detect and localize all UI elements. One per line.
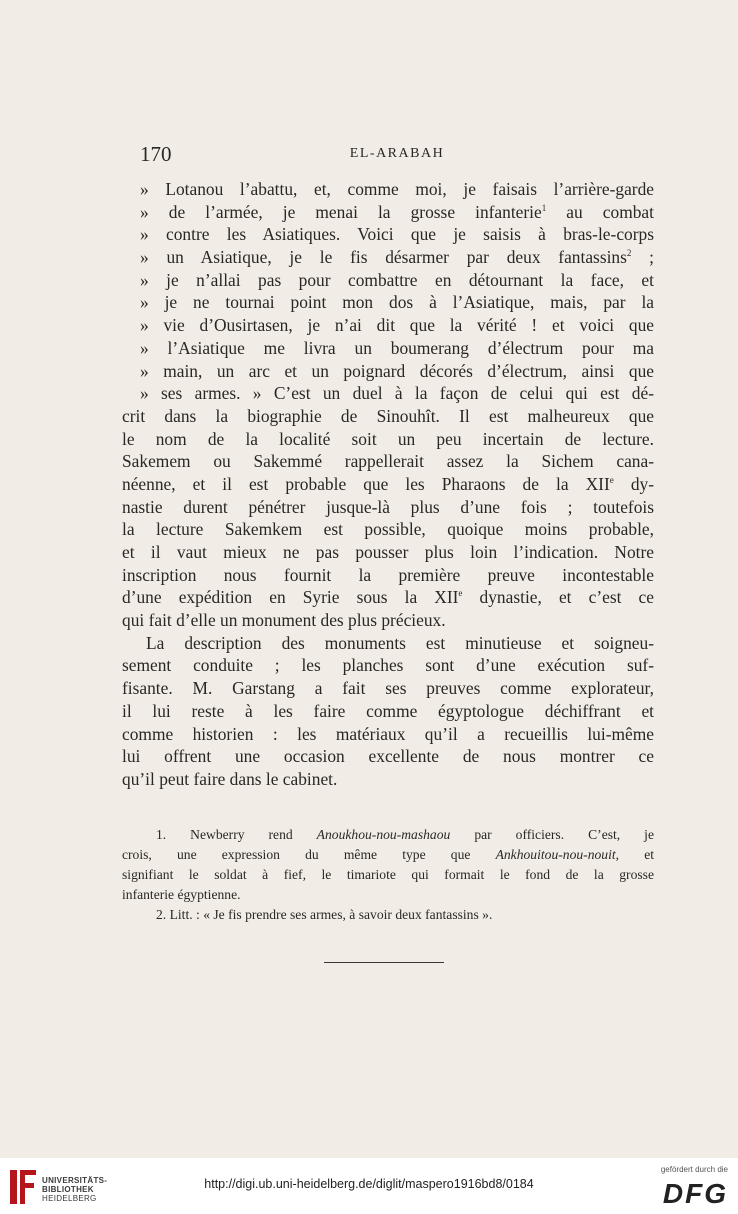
footnote-1-line: infanterie égyptienne.: [122, 887, 241, 902]
text-line: le nom de la localité soit un peu incertain de lecture.: [122, 428, 654, 449]
text-line: crit dans la biographie de Sinouhît. Il est malheureux que: [122, 405, 654, 426]
dfg-logo[interactable]: DFG: [662, 1178, 728, 1209]
text-line: » Lotanou l’abattu, et, comme moi, je faisais l’arrière-garde: [140, 179, 654, 199]
text-line: d’une expédition en Syrie sous la XIIe dynastie, et c’est ce: [122, 587, 654, 608]
footnote-1-line: crois, une expression du même type que Ankhouitou-nou-nouit, et: [122, 847, 654, 862]
text-line: fisante. M. Garstang a fait ses preuves comme explorateur,: [122, 678, 654, 699]
text-line: La description des monuments est minutieuse et soigneu-: [146, 632, 654, 653]
text-line: » je n’allai pas pour combattre en détournant la face, et: [140, 269, 654, 290]
footnote-ref-2[interactable]: 2: [626, 248, 632, 259]
running-head: [140, 142, 654, 168]
end-rule: [324, 962, 444, 963]
text-line: qui fait d’elle un monument des plus précieux.: [122, 610, 446, 631]
text-line: » je ne tournai point mon dos à l’Asiatique, mais, par la: [140, 292, 654, 313]
text-line: nastie durent pénétrer jusque-là plus d’une fois ; toutefois: [122, 496, 654, 517]
text-line: la lecture Sakemkem est possible, quoique moins probable,: [122, 519, 654, 540]
footnote-1-line: signifiant le soldat à fief, le timariote qui formait le fond de la grosse: [122, 867, 654, 882]
footnote-ref-1[interactable]: 1: [541, 202, 547, 213]
text-line: » de l’armée, je menai la grosse infanterie$^1$ au combat: [140, 201, 654, 222]
main-text: [122, 178, 654, 791]
library-name: UNIVERSITÄTS- BIBLIOTHEK HEIDELBERG: [42, 1176, 108, 1203]
text-line: » l’Asiatique me livra un boumerang d’électrum pour ma: [140, 337, 654, 358]
text-line: » vie d’Ousirtasen, je n’ai dit que la vérité ! et voici que: [140, 315, 654, 336]
text-line: sement conduite ; les planches sont d’une exécution suf-: [122, 655, 654, 676]
footnotes: [122, 825, 654, 925]
text-line: » main, un arc et un poignard décorés d’électrum, ainsi que: [140, 360, 654, 381]
text-line: » contre les Asiatiques. Voici que je saisis à bras-le-corps: [140, 224, 654, 245]
superscript: e: [458, 588, 463, 599]
text-line: inscription nous fournit la première preuve incontestable: [122, 564, 654, 585]
superscript: e: [609, 474, 614, 485]
text-line: il lui reste à les faire comme égyptologue déchiffrant et: [122, 700, 654, 721]
source-url[interactable]: http://digi.ub.uni-heidelberg.de/diglit/maspero1916bd8/0184: [204, 1177, 534, 1191]
text-line: lui offrent une occasion excellente de nous montrer ce: [122, 746, 654, 767]
text-line: qu’il peut faire dans le cabinet.: [122, 768, 338, 789]
text-line: comme historien : les matériaux qu’il a recueillis lui-même: [122, 723, 654, 744]
text-line: et il vaut mieux ne pas pousser plus loin l’indication. Notre: [122, 542, 654, 562]
text-line: » ses armes. » C’est un duel à la façon de celui qui est dé-: [140, 383, 654, 404]
text-line: » un Asiatique, je le fis désarmer par deux fantassins$^2$ ;: [140, 247, 654, 268]
footnote-2: 2. Litt. : « Je fis prendre ses armes, à savoir deux fantassins ».: [156, 907, 493, 922]
footnote-1-line: 1. Newberry rend Anoukhou-nou-mashaou par officiers. C’est, je: [156, 827, 654, 842]
text-line: Sakemem ou Sakemmé rappellerait assez la Sichem cana-: [122, 451, 654, 472]
page-title: EL-ARABAH: [349, 146, 445, 161]
funding-label: gefördert durch die: [660, 1165, 728, 1174]
text-line: néenne, et il est probable que les Pharaons de la XIIe dy-: [122, 473, 654, 494]
page-number: 170: [140, 142, 172, 166]
